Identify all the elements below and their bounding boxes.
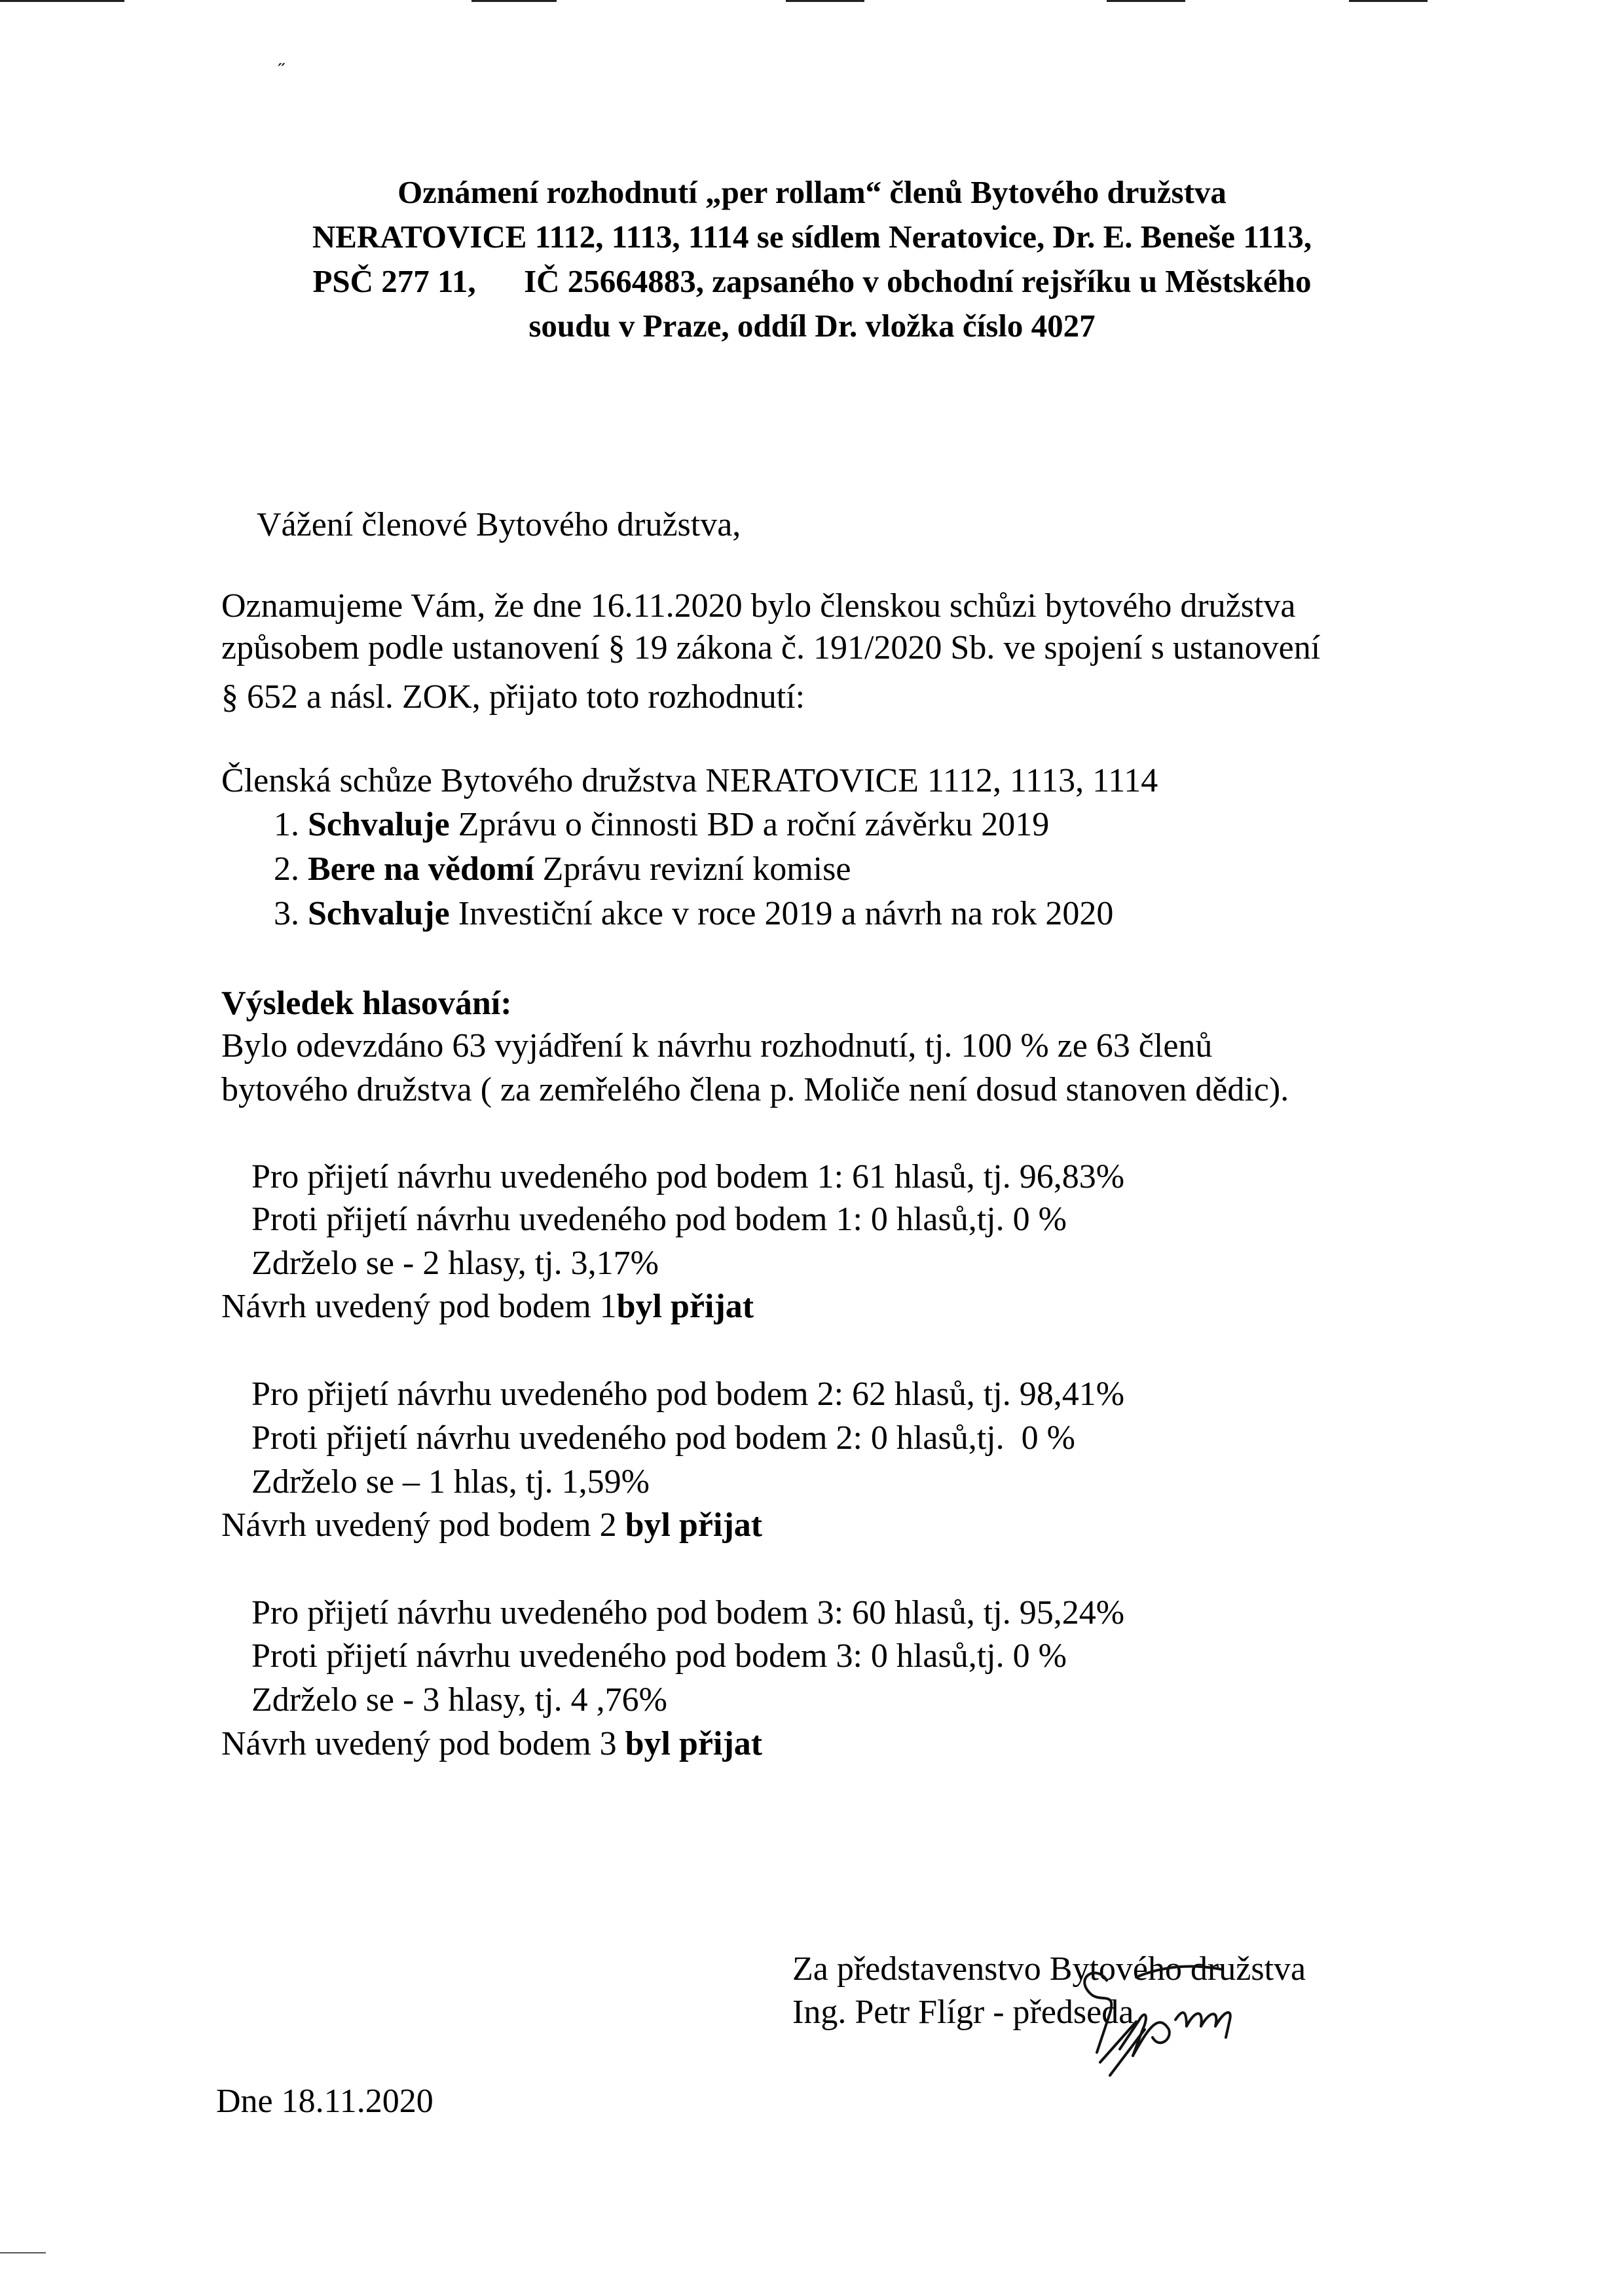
- vote-for: Pro přijetí návrhu uvedeného pod bodem 2: 62 hlasů, tj. 98,41%: [251, 1376, 1125, 1413]
- outcome-result: byl přijat: [616, 1288, 754, 1325]
- scan-artifact-line: [471, 0, 557, 2]
- result-line: bytového družstva ( za zemřelého člena p. Moliče není dosud stanoven dědic).: [221, 1071, 1289, 1108]
- signature-line: Ing. Petr Flígr - předseda: [792, 1994, 1134, 2031]
- outcome-text: Návrh uvedený pod bodem 2: [221, 1506, 625, 1544]
- intro-line: způsobem podle ustanovení § 19 zákona č. 191/2020 Sb. ve spojení s ustanovení: [221, 629, 1321, 666]
- document-title-line: Oznámení rozhodnutí „per rollam“ členů Bytového družstva: [397, 174, 1227, 210]
- outcome-result: byl přijat: [625, 1506, 763, 1544]
- scan-artifact-line: [0, 2252, 46, 2253]
- scan-mark: ˶: [278, 51, 285, 73]
- vote-for: Pro přijetí návrhu uvedeného pod bodem 1: 61 hlasů, tj. 96,83%: [251, 1158, 1125, 1195]
- scan-artifact-line: [1107, 0, 1185, 2]
- resolution-number: 2.: [274, 850, 299, 888]
- outcome-text: Návrh uvedený pod bodem 1: [221, 1288, 617, 1325]
- document-title-line: soudu v Praze, oddíl Dr. vložka číslo 4027: [528, 308, 1096, 344]
- vote-outcome: [221, 1724, 762, 1764]
- handwritten-signature: [1061, 1964, 1283, 2108]
- resolution-text: Investiční akce v roce 2019 a návrh na rok 2020: [449, 895, 1114, 932]
- scan-artifact-line: [786, 0, 864, 2]
- salutation: Vážení členové Bytového družstva,: [257, 506, 741, 543]
- resolution-number: 3.: [274, 895, 299, 932]
- resolution-verb: Bere na vědomí: [308, 850, 534, 888]
- resolution-item: [274, 894, 1113, 934]
- vote-for: Pro přijetí návrhu uvedeného pod bodem 3: 60 hlasů, tj. 95,24%: [251, 1594, 1125, 1631]
- vote-against: Proti přijetí návrhu uvedeného pod bodem 2: 0 hlasů,tj. 0 %: [251, 1419, 1075, 1457]
- resolution-verb: Schvaluje: [308, 806, 450, 843]
- resolution-item: [274, 805, 1049, 845]
- vote-outcome: [221, 1506, 762, 1545]
- document-title-line: NERATOVICE 1112, 1113, 1114 se sídlem Neratovice, Dr. E. Beneše 1113,: [312, 219, 1312, 255]
- intro-line: § 652 a násl. ZOK, přijato toto rozhodnutí:: [221, 678, 805, 716]
- document-title-line: PSČ 277 11, IČ 25664883, zapsaného v obchodní rejsříku u Městského: [312, 263, 1312, 299]
- scan-artifact-line: [1349, 0, 1428, 2]
- result-heading: Výsledek hlasování:: [221, 985, 512, 1022]
- resolution-text: Zprávu revizní komise: [534, 850, 851, 888]
- vote-against: Proti přijetí návrhu uvedeného pod bodem 3: 0 hlasů,tj. 0 %: [251, 1637, 1067, 1675]
- vote-abstain: Zdrželo se – 1 hlas, tj. 1,59%: [251, 1463, 650, 1501]
- vote-outcome: [221, 1287, 754, 1326]
- resolution-item: [274, 850, 851, 889]
- result-line: Bylo odevzdáno 63 vyjádření k návrhu rozhodnutí, tj. 100 % ze 63 členů: [221, 1027, 1213, 1065]
- vote-against: Proti přijetí návrhu uvedeného pod bodem 1: 0 hlasů,tj. 0 %: [251, 1201, 1067, 1238]
- resolution-text: Zprávu o činnosti BD a roční závěrku 2019: [449, 806, 1050, 843]
- document-date: Dne 18.11.2020: [216, 2083, 434, 2120]
- intro-line: Oznamujeme Vám, že dne 16.11.2020 bylo členskou schůzi bytového družstva: [221, 587, 1296, 625]
- outcome-text: Návrh uvedený pod bodem 3: [221, 1725, 625, 1762]
- resolution-number: 1.: [274, 806, 299, 843]
- outcome-result: byl přijat: [625, 1725, 763, 1762]
- meeting-line: Členská schůze Bytového družstva NERATOVICE 1112, 1113, 1114: [221, 762, 1158, 799]
- resolution-verb: Schvaluje: [308, 895, 450, 932]
- signature-line: Za představenstvo Bytového družstva: [792, 1950, 1306, 1988]
- vote-abstain: Zdrželo se - 3 hlasy, tj. 4 ,76%: [251, 1681, 667, 1719]
- scan-artifact-line: [0, 0, 124, 2]
- vote-abstain: Zdrželo se - 2 hlasy, tj. 3,17%: [251, 1245, 659, 1282]
